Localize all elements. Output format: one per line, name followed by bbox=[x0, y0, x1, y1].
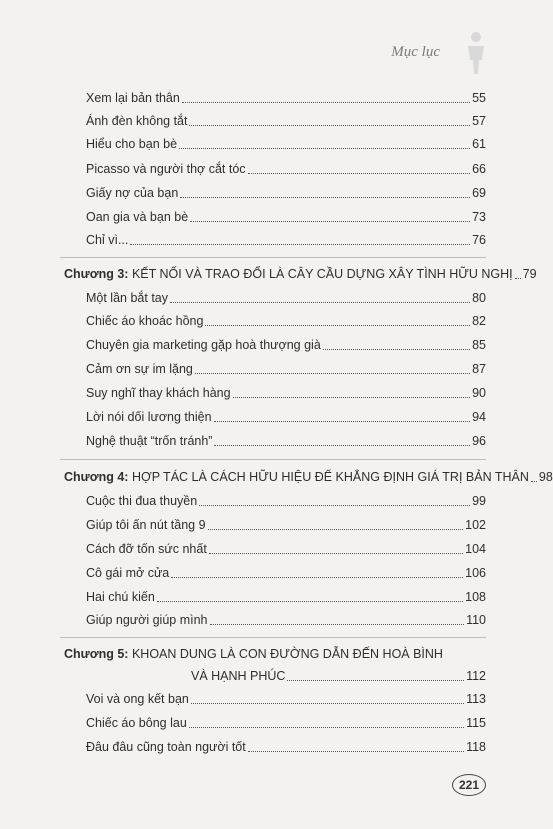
toc-entry[interactable] bbox=[86, 361, 486, 377]
toc-entry[interactable] bbox=[86, 691, 486, 707]
toc-entry[interactable] bbox=[86, 136, 486, 152]
chapter-title: KẾT NỐI VÀ TRAO ĐỔI LÀ CÂY CẦU DỰNG XÂY TÌNH HỮU NGHỊ bbox=[131, 267, 513, 281]
dot-leader bbox=[171, 577, 463, 578]
toc-entry-page: 99 bbox=[472, 494, 486, 508]
dot-leader bbox=[209, 553, 463, 554]
page-number: 221 bbox=[452, 774, 486, 796]
dot-leader bbox=[210, 624, 465, 625]
dot-leader bbox=[180, 197, 470, 198]
chapter-title-line1: KHOAN DUNG LÀ CON ĐƯỜNG DẪN ĐẾN HOÀ BÌNH bbox=[131, 647, 443, 661]
toc-entry[interactable] bbox=[86, 433, 486, 449]
section-divider bbox=[60, 637, 486, 638]
toc-entry-title: Nghệ thuật “trốn tránh” bbox=[86, 434, 213, 448]
running-head: Mục lục bbox=[391, 44, 440, 60]
toc-entry[interactable] bbox=[86, 161, 486, 177]
toc-entry-title: Cô gái mở cửa bbox=[86, 566, 170, 580]
toc-entry-title: Chiếc áo khoác hồng bbox=[86, 314, 204, 328]
toc-entry-page: 118 bbox=[466, 740, 486, 754]
dot-leader bbox=[182, 102, 470, 103]
toc-entry[interactable] bbox=[86, 739, 486, 755]
dot-leader bbox=[190, 221, 470, 222]
toc-entry-title: Ánh đèn không tắt bbox=[86, 114, 188, 128]
toc-entry[interactable] bbox=[86, 337, 486, 353]
dot-leader bbox=[287, 680, 464, 681]
dot-leader bbox=[170, 302, 470, 303]
toc-entry[interactable] bbox=[86, 589, 486, 605]
toc-entry-title: Giúp tôi ấn nút tầng 9 bbox=[86, 518, 206, 532]
dot-leader bbox=[205, 325, 470, 326]
toc-entry[interactable] bbox=[86, 232, 486, 248]
toc-entry-title: Hiểu cho bạn bè bbox=[86, 137, 178, 151]
toc-entry-page: 55 bbox=[472, 91, 486, 105]
dot-leader bbox=[208, 529, 464, 530]
toc-entry-page: 115 bbox=[466, 716, 486, 730]
toc-entry-title: Voi và ong kết bạn bbox=[86, 692, 189, 706]
toc-chapter-5[interactable] bbox=[64, 646, 486, 684]
dot-leader bbox=[179, 148, 470, 149]
dot-leader bbox=[531, 481, 537, 482]
chapter-label: Chương 3: bbox=[64, 267, 129, 281]
toc-entry-title: Lời nói dối lương thiện bbox=[86, 410, 212, 424]
toc-chapter-3[interactable] bbox=[64, 266, 537, 282]
dot-leader bbox=[195, 373, 470, 374]
dot-leader bbox=[248, 751, 464, 752]
dot-leader bbox=[157, 601, 463, 602]
dot-leader bbox=[130, 244, 470, 245]
chapter-label: Chương 4: bbox=[64, 470, 129, 484]
toc-entry-title: Xem lại bản thân bbox=[86, 91, 180, 105]
toc-entry-title: Giấy nợ của bạn bbox=[86, 186, 179, 200]
toc-entry-title: Chỉ vì... bbox=[86, 233, 129, 247]
toc-entry-title: Cách đỡ tốn sức nhất bbox=[86, 542, 207, 556]
section-divider bbox=[60, 459, 486, 460]
toc-entry-title: Cuộc thi đua thuyền bbox=[86, 494, 198, 508]
toc-entry-page: 85 bbox=[472, 338, 486, 352]
section-divider bbox=[60, 257, 486, 258]
dot-leader bbox=[199, 505, 470, 506]
chapter-title-line2: VÀ HẠNH PHÚC bbox=[191, 669, 286, 683]
chapter-page: 98 bbox=[538, 470, 553, 484]
dot-leader bbox=[214, 445, 470, 446]
toc-entry-page: 94 bbox=[472, 410, 486, 424]
chapter-label: Chương 5: bbox=[64, 647, 129, 661]
toc-entry[interactable] bbox=[86, 313, 486, 329]
toc-entry-title: Hai chú kiến bbox=[86, 590, 155, 604]
toc-entry[interactable] bbox=[86, 90, 486, 106]
dot-leader bbox=[248, 173, 471, 174]
toc-entry-title: Đâu đâu cũng toàn người tốt bbox=[86, 740, 246, 754]
chapter-title: HỢP TÁC LÀ CÁCH HỮU HIỆU ĐỂ KHẲNG ĐỊNH GIÁ TRỊ BẢN THÂN bbox=[131, 470, 529, 484]
toc-chapter-4[interactable] bbox=[64, 469, 553, 485]
toc-entry[interactable] bbox=[86, 517, 486, 533]
toc-entry-page: 69 bbox=[472, 186, 486, 200]
toc-entry[interactable] bbox=[86, 185, 486, 201]
toc-entry-page: 66 bbox=[472, 162, 486, 176]
toc-entry-page: 110 bbox=[466, 613, 486, 627]
toc-entry-title: Một lần bắt tay bbox=[86, 291, 168, 305]
dot-leader bbox=[191, 703, 464, 704]
chapter-page: 79 bbox=[522, 267, 537, 281]
toc-entry-page: 113 bbox=[466, 692, 486, 706]
toc-entry[interactable] bbox=[86, 209, 486, 225]
toc-entry[interactable] bbox=[86, 385, 486, 401]
toc-entry[interactable] bbox=[86, 493, 486, 509]
toc-entry-page: 61 bbox=[472, 137, 486, 151]
dot-leader bbox=[233, 397, 471, 398]
dot-leader bbox=[189, 125, 470, 126]
toc-entry[interactable] bbox=[86, 541, 486, 557]
toc-entry[interactable] bbox=[86, 113, 486, 129]
toc-entry-page: 96 bbox=[472, 434, 486, 448]
dot-leader bbox=[214, 421, 471, 422]
toc-entry-page: 80 bbox=[472, 291, 486, 305]
toc-entry-title: Giúp người giúp mình bbox=[86, 613, 208, 627]
toc-entry-page: 87 bbox=[472, 362, 486, 376]
toc-entry-page: 82 bbox=[472, 314, 486, 328]
figure-icon bbox=[462, 30, 490, 76]
toc-entry-page: 106 bbox=[465, 566, 486, 580]
toc-entry[interactable] bbox=[86, 715, 486, 731]
toc-entry-title: Suy nghĩ thay khách hàng bbox=[86, 386, 231, 400]
toc-entry[interactable] bbox=[86, 290, 486, 306]
toc-entry-title: Chiếc áo bông lau bbox=[86, 716, 187, 730]
toc-entry-page: 104 bbox=[465, 542, 486, 556]
toc-entry-page: 108 bbox=[465, 590, 486, 604]
chapter-page: 112 bbox=[466, 669, 486, 683]
toc-entry[interactable] bbox=[86, 565, 486, 581]
toc-entry-page: 102 bbox=[465, 518, 486, 532]
toc-entry-page: 90 bbox=[472, 386, 486, 400]
toc-entry-page: 57 bbox=[472, 114, 486, 128]
toc-entry[interactable] bbox=[86, 612, 486, 628]
toc-entry-page: 76 bbox=[472, 233, 486, 247]
toc-entry-title: Picasso và người thợ cắt tóc bbox=[86, 162, 246, 176]
dot-leader bbox=[515, 278, 521, 279]
dot-leader bbox=[323, 349, 470, 350]
toc-entry[interactable] bbox=[86, 409, 486, 425]
toc-entry-title: Cảm ơn sự im lặng bbox=[86, 362, 193, 376]
toc-entry-title: Oan gia và bạn bè bbox=[86, 210, 189, 224]
toc-entry-title: Chuyên gia marketing gặp hoà thượng già bbox=[86, 338, 321, 352]
toc-entry-page: 73 bbox=[472, 210, 486, 224]
dot-leader bbox=[189, 727, 464, 728]
